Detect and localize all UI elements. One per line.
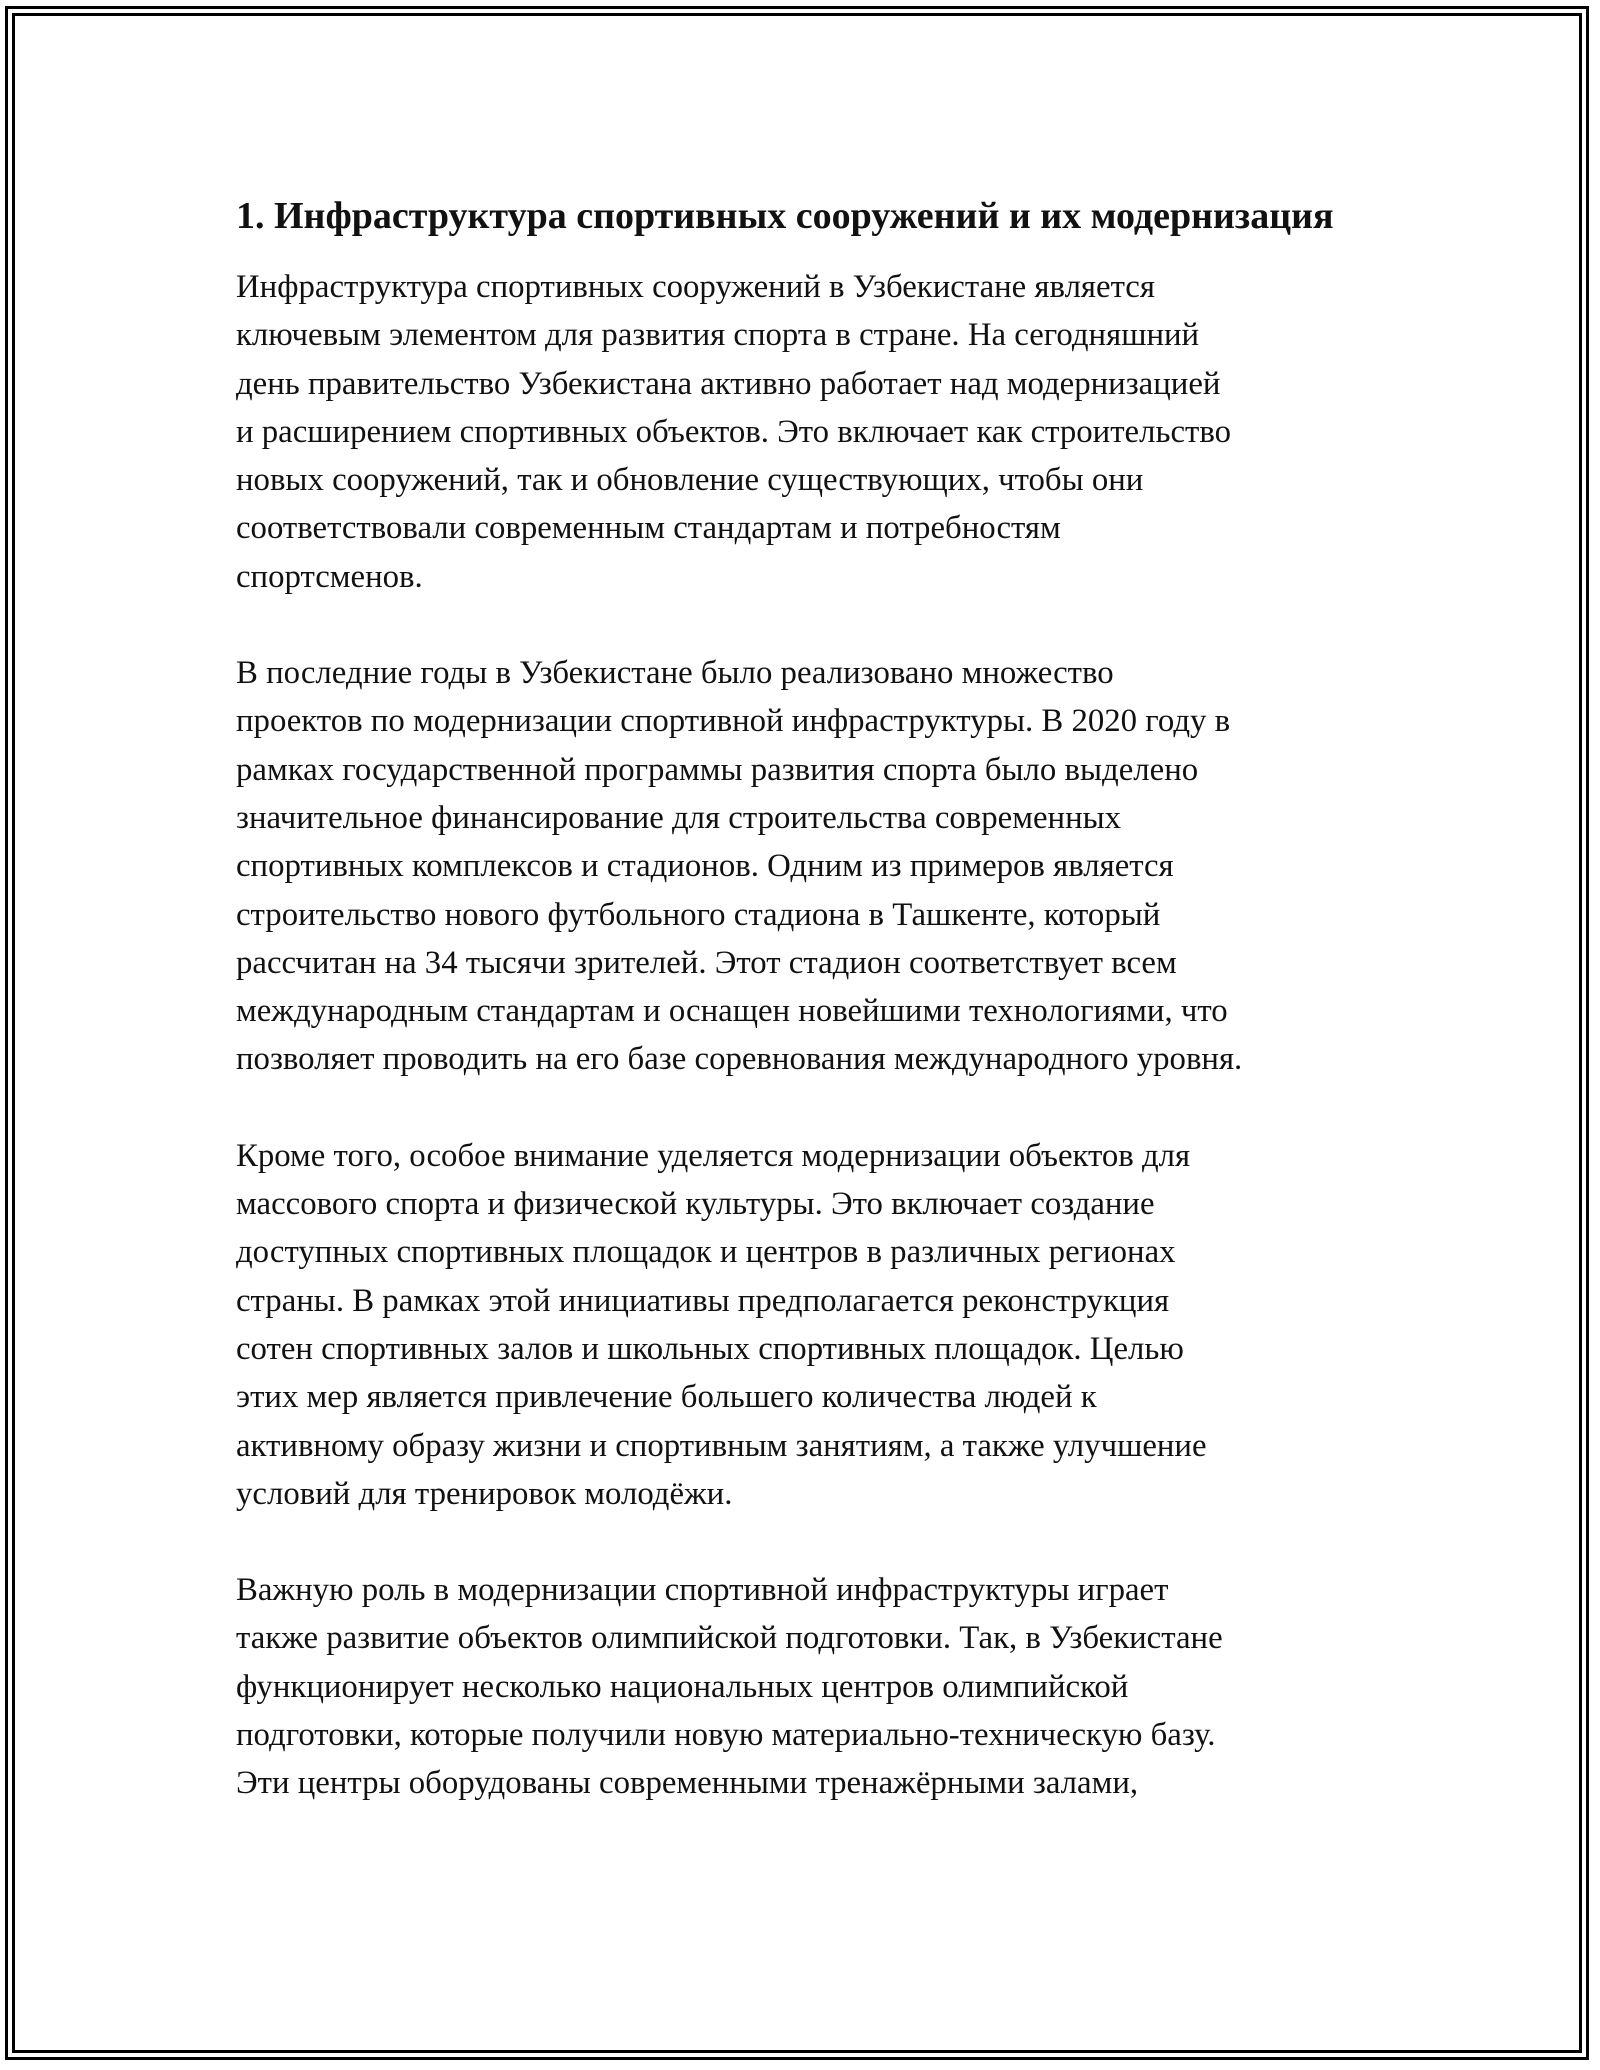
paragraph-1: Инфраструктура спортивных сооружений в Узбекистане является ключевым элементом для развития спорта в стране. На сегодняшний день правительство Узбекистана активно работает над модернизацией и расширением спортивных объектов. Это включает как строительство новых сооружений, так и обновление существующих, чтобы они соответствовали современным стандартам и потребностям спортсменов.	[236, 269, 1231, 595]
paragraph-4: Важную роль в модернизации спортивной инфраструктуры играет также развитие объектов олимпийской подготовки. Так, в Узбекистане функционирует несколько национальных центров олимпийской подготовки, которые получили новую материально-техническую базу. Эти центры оборудованы современными тренажёрными залами,	[236, 1572, 1223, 1802]
section-heading: 1. Инфраструктура спортивных сооружений и их модернизация	[236, 195, 1334, 237]
document-body	[236, 188, 1396, 1808]
paragraph-2: В последние годы в Узбекистане было реализовано множество проектов по модернизации спортивной инфраструктуры. В 2020 году в рамках государственной программы развития спорта было выделено значительное финансирование для строительства современных спортивных комплексов и стадионов. Одним из примеров является строительство нового футбольного стадиона в Ташкенте, который рассчитан на 34 тысячи зрителей. Этот стадион соответствует всем международным стандартам и оснащен новейшими технологиями, что позволяет проводить на его базе соревнования международного уровня.	[236, 655, 1243, 1078]
paragraph-3: Кроме того, особое внимание уделяется модернизации объектов для массового спорта и физической культуры. Это включает создание доступных спортивных площадок и центров в различных регионах страны. В рамках этой инициативы предполагается реконструкция сотен спортивных залов и школьных спортивных площадок. Целью этих мер является привлечение большего количества людей к активному образу жизни и спортивным занятиям, а также улучшение условий для тренировок молодёжи.	[236, 1137, 1207, 1512]
